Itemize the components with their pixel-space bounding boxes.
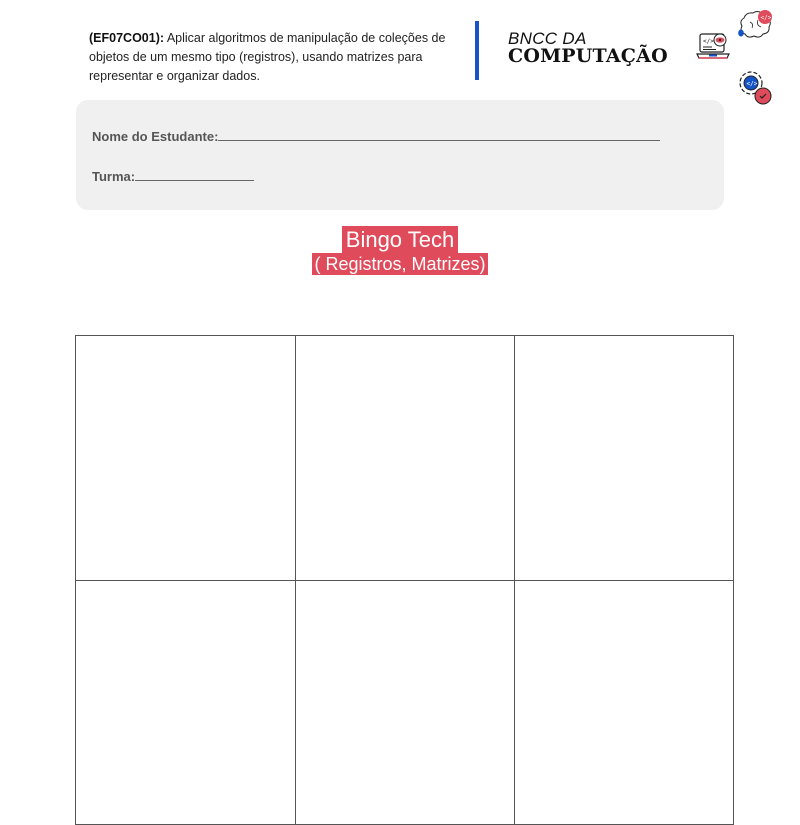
bingo-cell[interactable] (76, 336, 296, 581)
svg-text:</>: </> (760, 14, 772, 22)
brand-line-1: BNCC DA (508, 29, 587, 48)
bingo-cell[interactable] (296, 581, 515, 824)
bingo-cell[interactable] (296, 336, 515, 581)
student-name-label: Nome do Estudante: (92, 129, 219, 144)
class-field[interactable] (92, 167, 254, 184)
laptop-code-icon (696, 28, 732, 64)
class-line[interactable] (135, 167, 254, 181)
svg-text:</>: </> (703, 38, 714, 45)
bingo-grid (75, 335, 734, 825)
bingo-cell[interactable] (515, 336, 733, 581)
bingo-cell[interactable] (76, 581, 296, 824)
title-main: Bingo Tech (342, 226, 458, 253)
objective-code: (EF07CO01): (89, 31, 165, 45)
gear-code-check-icon (735, 66, 773, 106)
brand-logo (508, 31, 668, 66)
activity-title (0, 226, 800, 275)
student-info-box (76, 100, 724, 210)
brain-code-icon (736, 8, 776, 42)
objective-text (89, 29, 481, 86)
brand-line-2: COMPUTAÇÃO (508, 45, 668, 67)
class-label: Turma: (92, 169, 136, 184)
title-sub: ( Registros, Matrizes) (314, 254, 486, 274)
svg-text:</>: </> (746, 80, 758, 88)
brand-divider (475, 21, 479, 80)
student-name-line[interactable] (218, 127, 660, 141)
bingo-cell[interactable] (515, 581, 733, 824)
objective-description: Aplicar algoritmos de manipulação de coleções de objetos de um mesmo tipo (registros), usando matrizes para representar e organizar dados. (89, 31, 446, 83)
student-name-field[interactable] (92, 127, 660, 144)
